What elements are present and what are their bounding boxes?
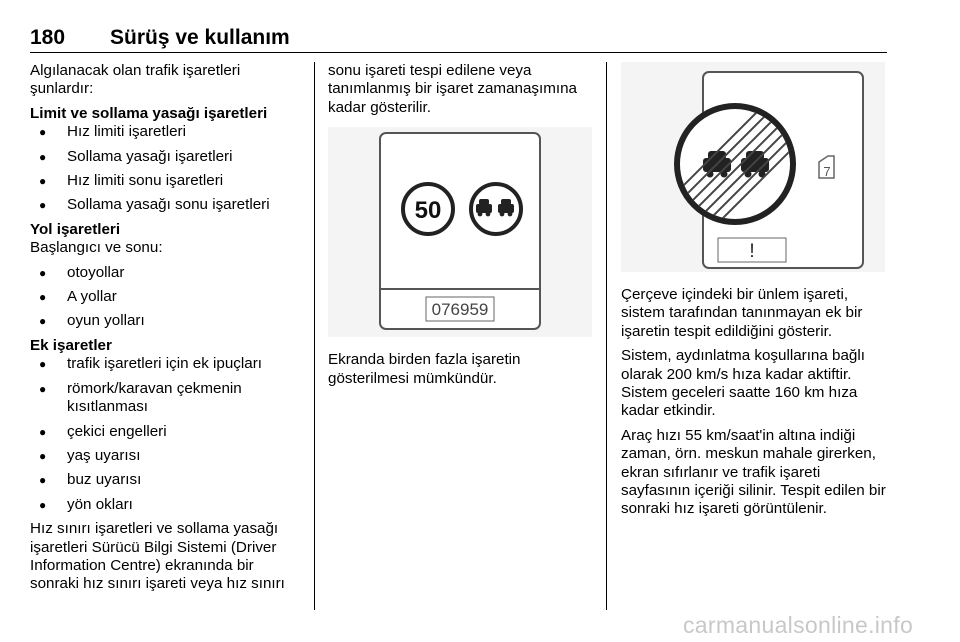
list-item: ● trafik işaretleri için ek ipuçları	[30, 355, 306, 373]
list-item: ● otoyollar	[30, 264, 306, 282]
section-heading-additional: Ek işaretler	[30, 336, 112, 354]
figure-code: 076959	[431, 300, 489, 320]
column-left	[30, 62, 306, 600]
list-item: ● A yollar	[30, 288, 306, 306]
list-item: ● Hız limiti sonu işaretleri	[30, 172, 306, 190]
continuation-text: sonu işareti tespi edilene veya tanımlanmış bir işaret zamanaşımına kadar gösterilir.	[328, 62, 577, 116]
page-header	[30, 26, 887, 53]
section-heading-limits: Limit ve sollama yasağı işaretleri	[30, 104, 268, 122]
column-divider	[606, 62, 607, 610]
list-item: ● yön okları	[30, 496, 306, 514]
closing-text: Hız sınırı işaretleri ve sollama yasağı işaretleri Sürücü Bilgi Sistemi (Driver Information Centre) ekranında bir sonraki hız sınırı işareti veya hız sınırı	[30, 520, 285, 593]
list-item: ● buz uyarısı	[30, 471, 306, 489]
chapter-title: Sürüş ve kullanım	[110, 26, 290, 49]
figure-end-no-overtaking	[621, 62, 885, 272]
paragraph: Sistem, aydınlatma koşullarına bağlı olarak 200 km/s hıza kadar aktiftir. Sistem geceleri saatte 160 km hıza kadar etkindir.	[621, 347, 865, 420]
paragraph: Çerçeve içindeki bir ünlem işareti, sistem tarafından tanınmayan ek bir işaretin tespit edildiğini gösterir.	[621, 286, 863, 340]
section-heading-road-signs: Yol işaretleri	[30, 220, 121, 238]
exclamation-mark: !	[749, 241, 755, 262]
list-item: ● römork/karavan çekmenin kısıtlanması	[30, 380, 306, 417]
paragraph: Araç hızı 55 km/saat'in altına indiği zaman, örn. meskun mahale girerken, ekran sıfırlanır ve trafik işareti sayfasının içeriği silinir. Tespit edilen bir sonraki hız işareti görüntülenir.	[621, 426, 886, 518]
speed-value: 50	[414, 197, 442, 225]
multiple-signs-text: Ekranda birden fazla işaretin gösterilmesi mümkündür.	[328, 351, 521, 387]
limits-list	[30, 123, 306, 215]
road-signs-list	[30, 264, 306, 331]
list-item: ● Sollama yasağı işaretleri	[30, 148, 306, 166]
column-right	[621, 62, 891, 525]
list-item: ● çekici engelleri	[30, 423, 306, 441]
intro-text: Algılanacak olan trafik işaretleri şunlardır:	[30, 62, 241, 98]
figure-ref: 7	[823, 164, 831, 179]
list-item: ● oyun yolları	[30, 312, 306, 330]
page-number: 180	[30, 26, 66, 49]
column-divider	[314, 62, 315, 610]
list-item: ● Sollama yasağı sonu işaretleri	[30, 196, 306, 214]
road-signs-text: Başlangıcı ve sonu:	[30, 239, 163, 257]
figure-speed-sign	[328, 127, 592, 337]
column-middle	[328, 62, 598, 394]
list-item: ● yaş uyarısı	[30, 447, 306, 465]
list-item: ● Hız limiti işaretleri	[30, 123, 306, 141]
additional-list	[30, 355, 306, 514]
watermark: carmanualsonline.info	[683, 612, 914, 638]
